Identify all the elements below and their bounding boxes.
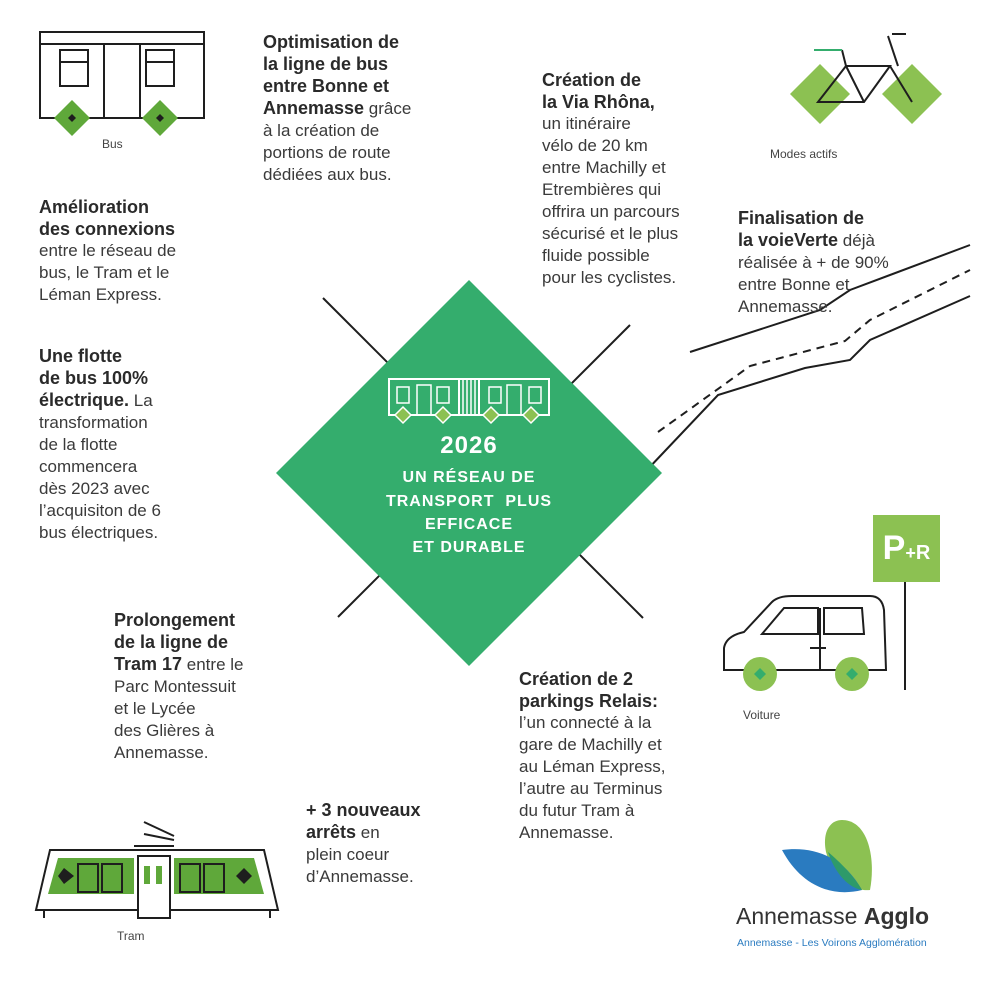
center-year: 2026 <box>440 432 498 459</box>
flotte-rest-6: bus électriques. <box>39 523 159 542</box>
arrets-rest-2: d’Annemasse. <box>306 867 414 886</box>
block-parkings <box>519 668 665 844</box>
tram17-rest-1: Parc Montessuit <box>114 677 236 696</box>
tram17-bold-3: Tram 17 <box>114 654 183 674</box>
center-line-2: TRANSPORT PLUS <box>385 493 553 510</box>
park-rest-2: gare de Machilly et <box>519 735 662 754</box>
car-label: Voiture <box>743 708 781 722</box>
park-ride-plus: + <box>905 543 916 563</box>
sign-pole <box>903 582 907 692</box>
park-ride-sign <box>873 515 940 582</box>
tram17-bold-1: Prolongement <box>114 610 236 630</box>
via-rest-1: un itinéraire <box>542 114 631 133</box>
center-line-1: UN RÉSEAU DE <box>402 469 536 486</box>
flotte-bold-1: Une flotte <box>39 346 122 366</box>
connex-bold-2: des connexions <box>39 219 176 239</box>
flotte-rest-4: dès 2023 avec <box>39 479 150 498</box>
block-flotte <box>39 345 161 544</box>
logo-text <box>736 903 929 930</box>
flotte-bold-3: électrique. <box>39 390 130 410</box>
tram17-rest-2: et le Lycée <box>114 699 196 718</box>
park-rest-1: l’un connecté à la <box>519 713 652 732</box>
optim-bold-4: Annemasse <box>263 98 365 118</box>
via-rest-8: pour les cyclistes. <box>542 268 677 287</box>
logo-name-end: o <box>914 903 930 929</box>
park-ride-p: P <box>882 529 906 567</box>
via-bold-1: Création de <box>542 70 642 90</box>
arrets-bold-2: arrêts <box>306 822 357 842</box>
block-connexions <box>39 196 176 306</box>
logo-tagline: Annemasse - Les Voirons Agglomération <box>737 937 927 949</box>
block-optimisation <box>263 31 411 186</box>
flotte-rest-1: transformation <box>39 413 148 432</box>
logo-name-light: Annemasse <box>736 903 858 929</box>
connex-rest-3: Léman Express. <box>39 285 162 304</box>
optim-bold-1: Optimisation de <box>263 32 400 52</box>
park-bold-2: parkings Relais: <box>519 691 659 711</box>
via-bold-2: la Via Rhôna, <box>542 92 655 112</box>
tram17-bold-2: de la ligne de <box>114 632 229 652</box>
optim-bold-2: la ligne de bus <box>263 54 389 74</box>
flotte-rest-2: de la flotte <box>39 435 118 454</box>
flotte-bold-2: de bus 100% <box>39 368 149 388</box>
arrets-rest-first: en <box>356 823 380 842</box>
connex-bold-1: Amélioration <box>39 197 150 217</box>
arrets-bold-1: + 3 nouveaux <box>306 800 421 820</box>
arrets-rest-1: plein coeur <box>306 845 390 864</box>
bus-label: Bus <box>102 137 123 151</box>
via-rest-4: Etrembières qui <box>542 180 662 199</box>
block-via-rhona <box>542 69 680 289</box>
park-rest-5: du futur Tram à <box>519 801 635 820</box>
center-line-4: ET DURABLE <box>412 539 526 556</box>
flotte-rest-3: commencera <box>39 457 138 476</box>
tram17-rest-first: entre le <box>182 655 244 674</box>
flotte-rest-5: l’acquisiton de 6 <box>39 501 161 520</box>
block-voie-verte <box>738 207 889 318</box>
park-ride-r: R <box>915 542 931 564</box>
flotte-rest-first: La <box>129 391 153 410</box>
bus-icon <box>38 30 208 140</box>
optim-rest-2: portions de route <box>263 143 391 162</box>
tram-icon <box>34 820 284 930</box>
via-rest-5: offrira un parcours <box>542 202 680 221</box>
voie-rest-3: Annemasse. <box>738 297 833 316</box>
optim-rest-1: à la création de <box>263 121 380 140</box>
center-tram-icon <box>387 375 557 425</box>
voie-bold-2: la voieVerte <box>738 230 839 250</box>
park-bold-1: Création de 2 <box>519 669 634 689</box>
block-tram17 <box>114 609 243 764</box>
tram17-rest-4: Annemasse. <box>114 743 209 762</box>
connex-rest-2: bus, le Tram et le <box>39 263 170 282</box>
optim-bold-3: entre Bonne et <box>263 76 390 96</box>
voie-bold-1: Finalisation de <box>738 208 865 228</box>
logo-mark <box>780 818 880 898</box>
via-rest-6: sécurisé et le plus <box>542 224 679 243</box>
via-rest-3: entre Machilly et <box>542 158 666 177</box>
voie-rest-1: réalisée à + de 90% <box>738 253 889 272</box>
tram17-rest-3: des Glières à <box>114 721 215 740</box>
tram-label: Tram <box>117 929 145 943</box>
park-rest-4: l’autre au Terminus <box>519 779 663 798</box>
voie-rest-2: entre Bonne et <box>738 275 850 294</box>
center-line-3: EFFICACE <box>425 516 513 533</box>
connex-rest-1: entre le réseau de <box>39 241 177 260</box>
via-rest-7: fluide possible <box>542 246 650 265</box>
optim-rest-first: grâce <box>364 99 412 118</box>
optim-rest-3: dédiées aux bus. <box>263 165 392 184</box>
park-rest-3: au Léman Express, <box>519 757 666 776</box>
bike-label: Modes actifs <box>770 147 838 161</box>
voie-rest-first: déjà <box>838 231 875 250</box>
park-rest-6: Annemasse. <box>519 823 614 842</box>
logo-name-bold: Aggl <box>863 903 915 929</box>
car-icon <box>722 592 892 692</box>
bicycle-icon <box>788 30 948 130</box>
block-arrets <box>306 799 421 888</box>
via-rest-2: vélo de 20 km <box>542 136 648 155</box>
